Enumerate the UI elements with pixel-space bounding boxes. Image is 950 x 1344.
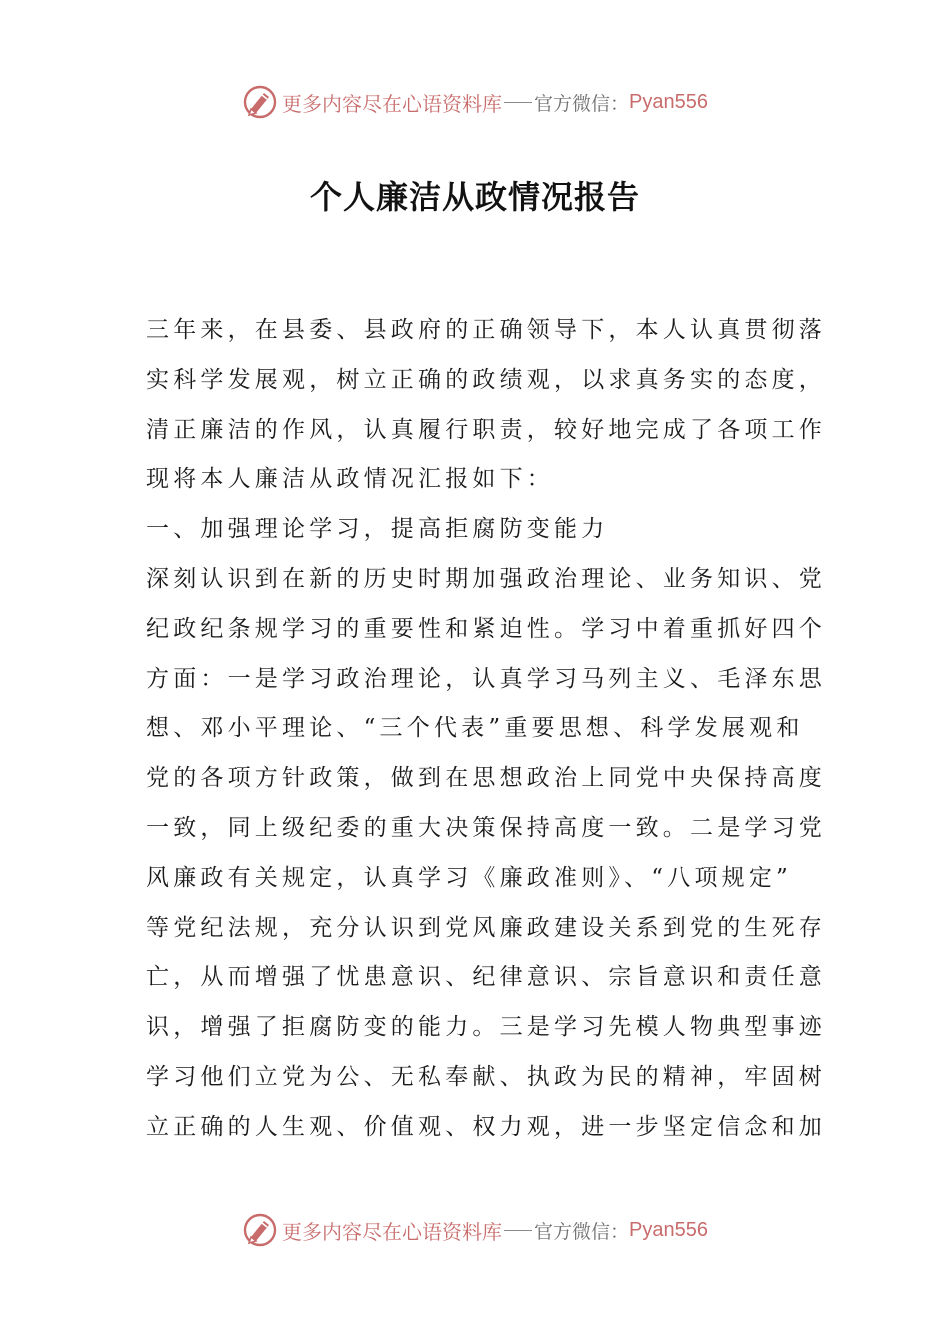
pen-logo-icon [242, 84, 278, 120]
footer-dash-divider [504, 1230, 532, 1231]
header-wechat-id: Pyan556 [629, 90, 708, 113]
body-line: 现将本人廉洁从政情况汇报如下： [146, 466, 554, 493]
body-line: 党的各项方针政策，做到在思想政治上同党中央保持高度 [146, 765, 826, 792]
pen-logo-icon [242, 1212, 278, 1248]
footer-banner [0, 1210, 950, 1250]
body-line: 一致，同上级纪委的重大决策保持高度一致。二是学习党 [146, 814, 826, 841]
footer-brand-text: 更多内容尽在心语资料库 [282, 1219, 502, 1244]
section-heading: 一、加强理论学习，提高拒腐防变能力 [146, 516, 609, 543]
body-line: 纪政纪条规学习的重要性和紧迫性。学习中着重抓好四个 [146, 615, 826, 642]
document-title: 个人廉洁从政情况报告 [309, 178, 640, 216]
header-official-label: 官方微信： [534, 92, 630, 115]
body-line: 三年来，在县委、县政府的正确领导下，本人认真贯彻落 [146, 317, 826, 343]
body-line: 实科学发展观，树立正确的政绩观，以求真务实的态度， [146, 366, 826, 393]
document-body [146, 306, 826, 1153]
footer-official-label: 官方微信： [534, 1220, 630, 1243]
body-line: 识，增强了拒腐防变的能力。三是学习先模人物典型事迹 [146, 1014, 826, 1041]
body-line: 风廉政有关规定，认真学习《廉政准则》、“八项规定” [146, 864, 793, 891]
header-brand-text: 更多内容尽在心语资料库 [282, 91, 502, 116]
body-line: 亡，从而增强了忧患意识、纪律意识、宗旨意识和责任意 [146, 964, 826, 991]
body-line: 立正确的人生观、价值观、权力观，进一步坚定信念和加 [146, 1113, 826, 1140]
body-line: 方面：一是学习政治理论，认真学习马列主义、毛泽东思 [146, 665, 826, 692]
header-banner [0, 82, 950, 122]
body-line: 清正廉洁的作风，认真履行职责，较好地完成了各项工作 [146, 416, 826, 443]
footer-wechat-id: Pyan556 [629, 1218, 708, 1241]
body-line: 深刻认识到在新的历史时期加强政治理论、业务知识、党 [146, 565, 826, 592]
header-dash-divider [504, 102, 532, 103]
body-line: 等党纪法规，充分认识到党风廉政建设关系到党的生死存 [146, 914, 826, 941]
body-line: 学习他们立党为公、无私奉献、执政为民的精神，牢固树 [146, 1063, 826, 1090]
body-line: 想、邓小平理论、“三个代表”重要思想、科学发展观和 [146, 715, 804, 742]
